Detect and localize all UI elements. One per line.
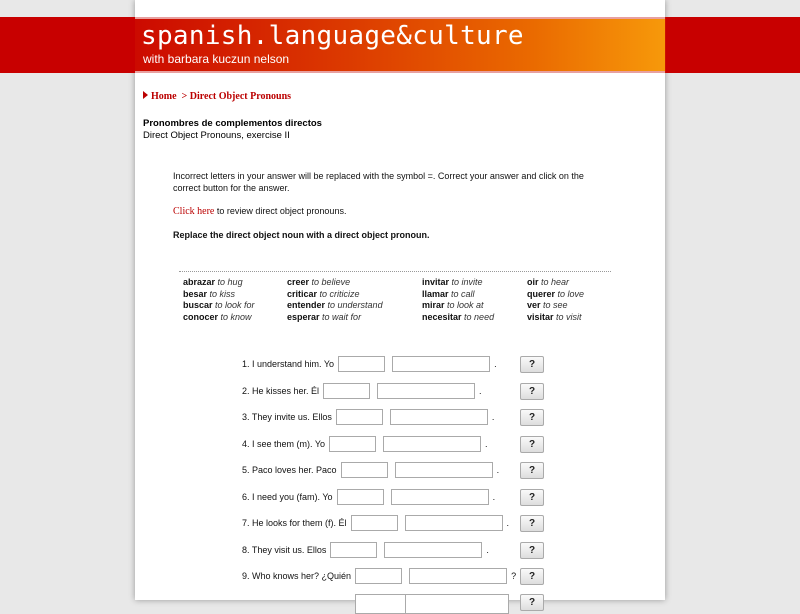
- hint-button[interactable]: ?: [520, 383, 544, 400]
- vocab-item: [183, 277, 255, 289]
- breadcrumb-home[interactable]: Home: [151, 91, 177, 102]
- vocab-column: [527, 277, 584, 323]
- answer-verb-input[interactable]: [405, 515, 503, 531]
- answer-verb-input[interactable]: [395, 462, 493, 478]
- page-subtitle: Direct Object Pronouns, exercise II: [143, 130, 290, 141]
- hint-button[interactable]: ?: [520, 594, 544, 611]
- spanish-verb: abrazar: [183, 277, 216, 287]
- breadcrumb-current[interactable]: Direct Object Pronouns: [189, 91, 292, 102]
- vocab-item: [287, 300, 383, 312]
- sentence-end: .: [479, 385, 482, 396]
- site-banner: [0, 17, 800, 73]
- english-meaning: to visit: [556, 311, 582, 322]
- sentence-end: .: [492, 491, 496, 502]
- hint-button[interactable]: ?: [520, 356, 544, 373]
- spanish-verb: entender: [287, 300, 326, 311]
- instructions: Incorrect letters in your answer will be replaced with the symbol =. Correct your answer and click on the correct button for the answer.: [173, 171, 584, 193]
- hint-button[interactable]: ?: [520, 542, 544, 559]
- review-link[interactable]: Click here: [173, 206, 215, 217]
- exercise-row: [242, 541, 489, 559]
- answer-verb-input[interactable]: [391, 489, 489, 505]
- vocab-item: [287, 277, 383, 289]
- english-meaning: to understand: [327, 300, 383, 311]
- breadcrumb: [143, 91, 291, 102]
- vocab-item: [422, 289, 494, 301]
- sentence-end: .: [506, 518, 510, 528]
- exercise-prompt: 3. They invite us. Ellos: [242, 412, 332, 422]
- exercise-prompt: 1. I understand him. Yo: [242, 359, 335, 369]
- answer-pronoun-input[interactable]: [330, 542, 377, 558]
- spanish-verb: invitar: [422, 277, 450, 287]
- spanish-verb: oir: [527, 277, 539, 287]
- vocab-item: [527, 289, 584, 301]
- exercise-prompt: 5. Paco loves her. Paco: [242, 465, 337, 475]
- english-meaning: to hug: [217, 277, 243, 287]
- sentence-end: .: [496, 465, 500, 475]
- exercise-row: [242, 355, 497, 373]
- answer-verb-input[interactable]: [377, 383, 475, 399]
- english-meaning: to look for: [215, 300, 255, 311]
- english-meaning: to criticize: [319, 288, 360, 299]
- spanish-verb: buscar: [183, 300, 213, 311]
- english-meaning: to invite: [451, 277, 483, 287]
- exercise-prompt: 7. He looks for them (f). Él: [242, 518, 347, 528]
- answer-pronoun-input[interactable]: [323, 383, 370, 399]
- sentence-end: .: [486, 544, 489, 555]
- exercise-prompt: 8. They visit us. Ellos: [242, 544, 327, 555]
- answer-verb-input[interactable]: [392, 356, 490, 372]
- exercise-row: [242, 382, 482, 400]
- exercise-prompt: 2. He kisses her. Él: [242, 385, 320, 396]
- vocab-item: [422, 300, 494, 312]
- hint-button[interactable]: ?: [520, 515, 544, 532]
- vocab-item: [527, 300, 584, 312]
- vocab-item: [183, 312, 255, 324]
- english-meaning: to see: [543, 300, 568, 311]
- exercise-prompt: 6. I need you (fam). Yo: [242, 491, 333, 502]
- answer-pronoun-input[interactable]: [351, 515, 398, 531]
- english-meaning: to need: [464, 311, 495, 322]
- answer-pronoun-input[interactable]: [338, 356, 385, 372]
- english-meaning: to kiss: [209, 288, 236, 299]
- task-text: Replace the direct object noun with a direct object pronoun.: [173, 230, 430, 240]
- answer-pronoun-input[interactable]: [355, 568, 402, 584]
- vocab-column: [422, 277, 494, 323]
- english-meaning: to look at: [447, 300, 484, 311]
- spanish-verb: besar: [183, 288, 208, 299]
- exercise-row: [242, 567, 516, 585]
- exercise-row: [242, 488, 495, 506]
- hint-button[interactable]: ?: [520, 568, 544, 585]
- answer-pronoun-input[interactable]: [341, 462, 388, 478]
- hint-button[interactable]: ?: [520, 436, 544, 453]
- answer-verb-input[interactable]: [390, 409, 488, 425]
- site-subtitle: with barbara kuczun nelson: [143, 52, 290, 66]
- review-text: to review direct object pronouns.: [214, 206, 347, 216]
- review-line: [173, 205, 603, 218]
- sentence-end: ?: [511, 571, 517, 581]
- answer-pronoun-input[interactable]: [329, 436, 376, 452]
- sentence-end: .: [485, 438, 488, 449]
- spanish-verb: esperar: [287, 311, 320, 322]
- answer-pronoun-input[interactable]: [355, 594, 406, 614]
- answer-pronoun-input[interactable]: [337, 489, 384, 505]
- spanish-verb: criticar: [287, 288, 318, 299]
- english-meaning: to know: [220, 311, 252, 322]
- vocab-item: [183, 289, 255, 301]
- exercise-row: [242, 461, 499, 479]
- vocabulary-table: [179, 271, 611, 322]
- breadcrumb-separator: >: [181, 91, 188, 102]
- sentence-end: .: [494, 359, 497, 369]
- page-title: Pronombres de complementos directos: [143, 118, 322, 129]
- spanish-verb: querer: [527, 288, 556, 299]
- hint-button[interactable]: ?: [520, 462, 544, 479]
- english-meaning: to hear: [541, 277, 570, 287]
- english-meaning: to wait for: [322, 311, 362, 322]
- spanish-verb: mirar: [422, 300, 445, 311]
- answer-verb-input[interactable]: [405, 594, 509, 614]
- vocab-item: [287, 312, 383, 324]
- spanish-verb: necesitar: [422, 311, 462, 322]
- exercise-row: [242, 408, 494, 426]
- vocab-column: [183, 277, 255, 323]
- page-container: [135, 0, 665, 608]
- english-meaning: to call: [451, 288, 475, 299]
- answer-verb-input[interactable]: [384, 542, 482, 558]
- english-meaning: to love: [557, 288, 585, 299]
- answer-verb-input[interactable]: [383, 436, 481, 452]
- hint-button[interactable]: ?: [520, 409, 544, 426]
- vocab-item: [527, 312, 584, 324]
- vocab-item: [287, 289, 383, 301]
- spanish-verb: creer: [287, 277, 310, 287]
- vocab-item: [183, 300, 255, 312]
- spanish-verb: conocer: [183, 311, 219, 322]
- hint-button[interactable]: ?: [520, 489, 544, 506]
- vocab-item: [422, 277, 494, 289]
- english-meaning: to believe: [311, 277, 351, 287]
- exercise-prompt: 9. Who knows her? ¿Quién: [242, 571, 352, 581]
- answer-pronoun-input[interactable]: [336, 409, 383, 425]
- spanish-verb: ver: [527, 300, 541, 311]
- exercise-row: [242, 435, 488, 453]
- exercise-row: [242, 514, 509, 532]
- answer-verb-input[interactable]: [409, 568, 507, 584]
- vocab-item: [422, 312, 494, 324]
- spanish-verb: llamar: [422, 288, 449, 299]
- vocab-item: [527, 277, 584, 289]
- sentence-end: .: [491, 412, 495, 422]
- arrow-icon: [143, 91, 148, 99]
- exercise-prompt: 4. I see them (m). Yo: [242, 438, 326, 449]
- vocab-column: [287, 277, 383, 323]
- site-title: spanish.language&culture: [141, 21, 524, 51]
- spanish-verb: visitar: [527, 311, 554, 322]
